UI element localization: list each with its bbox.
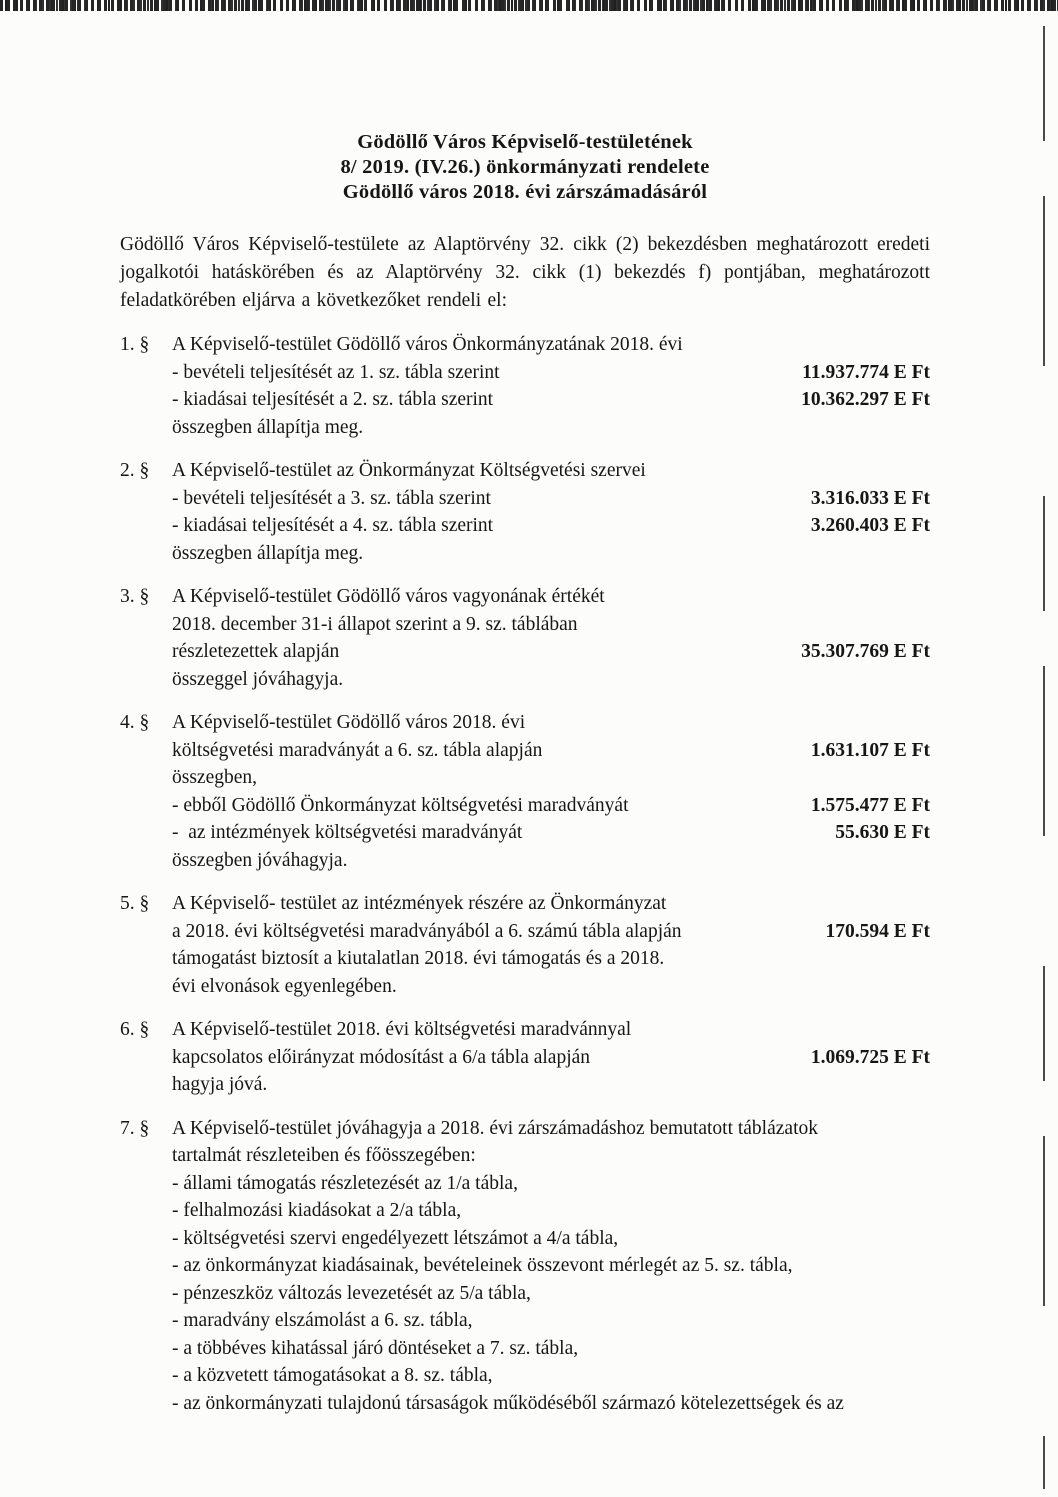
section-line [172, 1197, 930, 1225]
section-line [172, 890, 930, 918]
section-line-text: - kiadásai teljesítését a 4. sz. tábla szerint [172, 515, 494, 536]
section-line-text: A Képviselő-testület Gödöllő város 2018. évi [172, 712, 526, 733]
section-number: 5. § [120, 893, 150, 914]
sections-container [120, 331, 930, 1417]
section-line [172, 485, 930, 513]
section-line-text: a 2018. évi költségvetési maradványából a 6. számú tábla alapján [172, 920, 682, 942]
section-line [172, 638, 930, 666]
section-line [172, 1170, 930, 1198]
section-line-text: összegben jóváhagyja. [172, 849, 348, 871]
section-line [172, 847, 930, 875]
section-line-text: - kiadásai teljesítését a 2. sz. tábla szerint [172, 389, 494, 410]
section [120, 457, 930, 567]
section-line-text: költségvetési maradványát a 6. sz. tábla alapján [172, 739, 543, 761]
intro-paragraph: Gödöllő Város Képviselő-testülete az Alaptörvény 32. cikk (2) bekezdésben meghatározott eredeti jogalkotói hatáskörében és az Alaptörvény 32. cikk (1) bekezdés f) pontjában, meghatározott feladatkörében eljárva a következőket rendeli el: [120, 234, 930, 311]
section-line-text: összegben állapítja meg. [172, 542, 364, 564]
section-line-text: - állami támogatás részletezését az 1/a tábla, [172, 1172, 518, 1194]
section-line [172, 1071, 930, 1099]
section-line-text: - költségvetési szervi engedélyezett létszámot a 4/a tábla, [172, 1227, 619, 1249]
section-line [172, 709, 930, 737]
section-body [172, 1016, 930, 1099]
section-line-text: támogatást biztosít a kiutalatlan 2018. évi támogatás és a 2018. [172, 948, 665, 969]
amount-value: 1.631.107 E Ft [810, 739, 930, 761]
section [120, 1115, 930, 1418]
section-line-text: - pénzeszköz változás levezetését az 5/a tábla, [172, 1282, 531, 1304]
section-line [172, 666, 930, 694]
section-line-text: összeggel jóváhagyja. [172, 668, 344, 690]
amount-value: 55.630 E Ft [835, 822, 930, 843]
scan-edge-line [1043, 26, 1045, 1489]
section-line-text: A Képviselő- testület az intézmények részére az Önkormányzat [172, 893, 667, 914]
section-line-text: tartalmát részleteiben és főösszegében: [172, 1145, 476, 1166]
section-line [172, 611, 930, 639]
section-number: 3. § [120, 586, 150, 607]
section-line-text: - ebből Gödöllő Önkormányzat költségvetési maradványát [172, 794, 629, 816]
section-line-text: - felhalmozási kiadásokat a 2/a tábla, [172, 1200, 462, 1221]
section-line [172, 737, 930, 765]
section-line [172, 819, 930, 847]
section-line-text: - maradvány elszámolást a 6. sz. tábla, [172, 1310, 473, 1331]
section-number: 6. § [120, 1019, 150, 1040]
section [120, 583, 930, 693]
section-line [172, 1142, 930, 1170]
section-line-text: - bevételi teljesítését az 1. sz. tábla szerint [172, 361, 500, 383]
section-line [172, 1362, 930, 1390]
amount-value: 11.937.774 E Ft [802, 361, 930, 383]
section-number: 4. § [120, 712, 150, 733]
section-line [172, 457, 930, 485]
document-content [120, 130, 930, 1417]
section-line [172, 792, 930, 820]
section-line-text: A Képviselő-testület Gödöllő város Önkormányzatának 2018. évi [172, 334, 683, 355]
section-line [172, 1016, 930, 1044]
section-line [172, 764, 930, 792]
section-body [172, 583, 930, 693]
section-line [172, 973, 930, 1001]
section-line [172, 512, 930, 540]
amount-value: 35.307.769 E Ft [801, 641, 930, 662]
section-line [172, 1252, 930, 1280]
section-line-text: A Képviselő-testület az Önkormányzat Költségvetési szervei [172, 460, 646, 481]
section-line [172, 1335, 930, 1363]
section-body [172, 331, 930, 441]
section-line [172, 1044, 930, 1072]
section-line [172, 1390, 930, 1418]
document-title [120, 130, 930, 205]
section [120, 709, 930, 874]
section-line [172, 1225, 930, 1253]
section-line-text: - a többéves kihatással járó döntéseket a 7. sz. tábla, [172, 1337, 579, 1359]
section-line-text: évi elvonások egyenlegében. [172, 975, 397, 997]
section-body [172, 1115, 930, 1418]
amount-value: 170.594 E Ft [825, 920, 930, 942]
section [120, 1016, 930, 1099]
section-number: 2. § [120, 460, 150, 481]
section-line-text: hagyja jóvá. [172, 1074, 268, 1095]
section-line-text: - bevételi teljesítését a 3. sz. tábla szerint [172, 487, 491, 509]
section-line [172, 945, 930, 973]
amount-value: 1.069.725 E Ft [810, 1046, 930, 1068]
section-line-text: kapcsolatos előirányzat módosítást a 6/a tábla alapján [172, 1046, 591, 1068]
section-line-text: A Képviselő-testület 2018. évi költségvetési maradvánnyal [172, 1019, 632, 1040]
amount-value: 10.362.297 E Ft [801, 389, 930, 410]
section-line-text: - a közvetett támogatásokat a 8. sz. tábla, [172, 1365, 493, 1386]
section-line-text: összegben, [172, 767, 258, 788]
title-line-1: Gödöllő Város Képviselő-testületének [357, 131, 693, 153]
amount-value: 3.316.033 E Ft [810, 487, 930, 509]
section-line [172, 359, 930, 387]
scan-noise-band [0, 0, 1058, 11]
section-line-text: - az intézmények költségvetési maradványát [172, 822, 523, 843]
section-line-text: összegben állapítja meg. [172, 416, 364, 438]
section-line-text: A Képviselő-testület jóváhagyja a 2018. évi zárszámadáshoz bemutatott táblázatok [172, 1117, 818, 1139]
section-line [172, 918, 930, 946]
section [120, 890, 930, 1000]
section-line-text: - az önkormányzat kiadásainak, bevételeinek összevont mérlegét az 5. sz. tábla, [172, 1255, 793, 1276]
section-line [172, 331, 930, 359]
amount-value: 3.260.403 E Ft [810, 515, 930, 536]
section-line-text: részletezettek alapján [172, 641, 340, 662]
section [120, 331, 930, 441]
section-number: 1. § [120, 334, 150, 355]
title-line-3: Gödöllő város 2018. évi zárszámadásáról [342, 181, 708, 203]
section-line [172, 386, 930, 414]
section-line-text: - az önkormányzati tulajdonú társaságok működéséből származó kötelezettségek és az [172, 1392, 844, 1414]
section-body [172, 890, 930, 1000]
section-line [172, 1115, 930, 1143]
section-line [172, 414, 930, 442]
section-body [172, 709, 930, 874]
section-line [172, 540, 930, 568]
section-line [172, 583, 930, 611]
section-line-text: A Képviselő-testület Gödöllő város vagyonának értékét [172, 586, 605, 607]
section-line [172, 1307, 930, 1335]
section-body [172, 457, 930, 567]
section-number: 7. § [120, 1117, 150, 1139]
section-line [172, 1280, 930, 1308]
amount-value: 1.575.477 E Ft [810, 794, 930, 816]
title-line-2: 8/ 2019. (IV.26.) önkormányzati rendelete [340, 156, 710, 178]
section-line-text: 2018. december 31-i állapot szerint a 9. sz. táblában [172, 613, 578, 635]
